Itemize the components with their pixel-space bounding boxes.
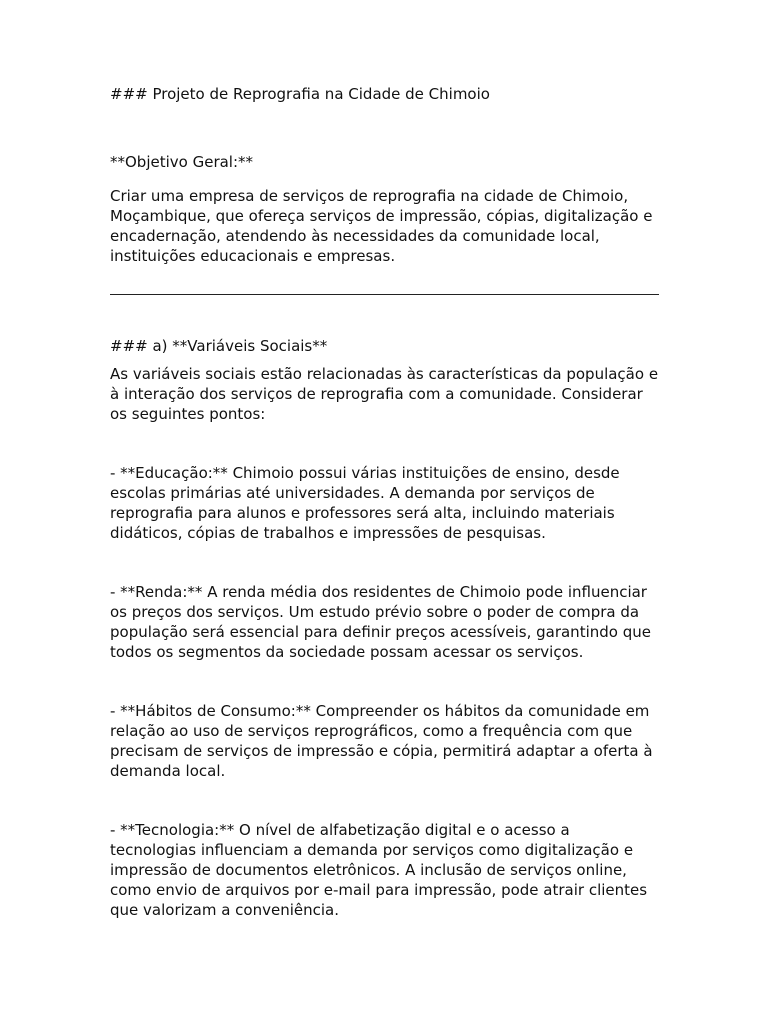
document-content: [110, 84, 660, 920]
objective-text: Criar uma empresa de serviços de reprografia na cidade de Chimoio, Moçambique, que ofereça serviços de impressão, cópias, digitalização e encadernação, atendendo às necessidades da comunidade local, instituições educacionais e empresas.: [110, 187, 653, 265]
horizontal-divider: [110, 294, 659, 295]
bullet-educacao: - **Educação:** Chimoio possui várias instituições de ensino, desde escolas primárias até universidades. A demanda por serviços de reprografia para alunos e professores será alta, incluindo materiais didáticos, cópias de trabalhos e impressões de pesquisas.: [110, 464, 620, 542]
objective-label: **Objetivo Geral:**: [110, 153, 254, 171]
bullet-renda: - **Renda:** A renda média dos residentes de Chimoio pode influenciar os preços dos serviços. Um estudo prévio sobre o poder de compra da população será essencial para definir preços acessíveis, garantindo que todos os segmentos da sociedade possam acessar os serviços.: [110, 583, 651, 661]
section-a-intro: As variáveis sociais estão relacionadas às características da população e à interação dos serviços de reprografia com a comunidade. Considerar os seguintes pontos:: [110, 365, 659, 423]
document-title: ### Projeto de Reprografia na Cidade de Chimoio: [110, 85, 490, 103]
bullet-habitos-de-consumo: - **Hábitos de Consumo:** Compreender os hábitos da comunidade em relação ao uso de serviços reprográficos, como a frequência com que precisam de serviços de impressão e cópia, permitirá adaptar a oferta à demanda local.: [110, 702, 653, 780]
section-a-heading: ### a) **Variáveis Sociais**: [110, 337, 328, 355]
bullet-tecnologia: - **Tecnologia:** O nível de alfabetização digital e o acesso a tecnologias influenciam a demanda por serviços como digitalização e impressão de documentos eletrônicos. A inclusão de serviços online, como envio de arquivos por e-mail para impressão, pode atrair clientes que valorizam a conveniência.: [110, 821, 648, 919]
